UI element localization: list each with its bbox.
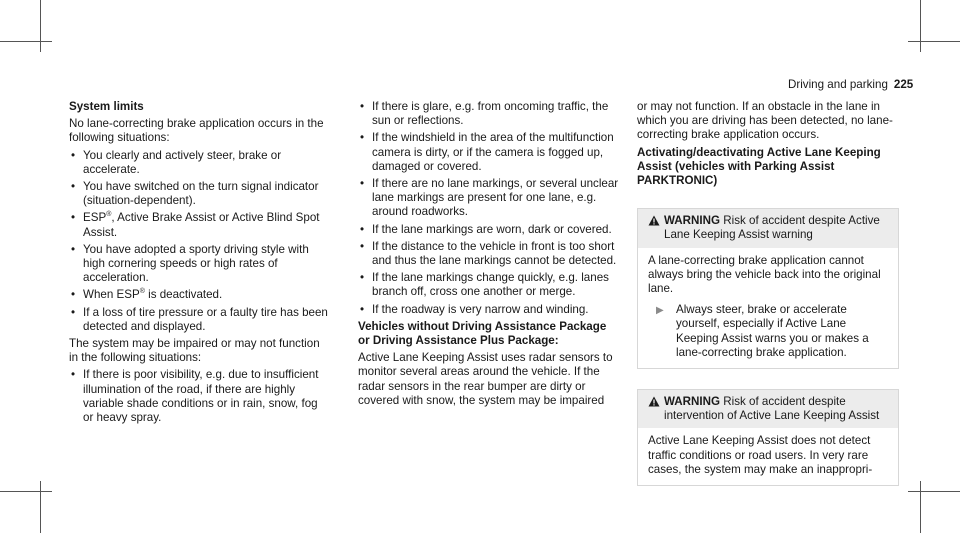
column-2	[358, 100, 620, 411]
bullet-list	[358, 100, 620, 317]
list-item: • You clearly and actively steer, brake or accelerate.	[69, 149, 331, 177]
crop-mark	[908, 491, 960, 492]
intro-paragraph: No lane-correcting brake application occurs in the following situations:	[69, 117, 324, 145]
list-item: • You have adopted a sporty driving style with high cornering speeds or high rates of acceleration.	[69, 243, 331, 286]
crop-mark	[0, 41, 52, 42]
warning-title	[664, 395, 890, 423]
list-item: • If the roadway is very narrow and winding.	[358, 303, 620, 317]
step-arrow-icon: ▶	[656, 305, 664, 317]
paragraph: or may not function. If an obstacle in the lane in which you are driving has been detected, no lane-correcting brake application occurs.	[637, 100, 893, 142]
list-item: • If there is poor visibility, e.g. due to insufficient illumination of the road, if there are highly variable shade conditions or in rain, snow, fog or heavy spray.	[69, 368, 331, 425]
warning-body	[638, 248, 898, 368]
list-item: • If the lane markings are worn, dark or covered.	[358, 223, 620, 237]
list-item: • When ESP® is deactivated.	[69, 288, 331, 302]
warning-paragraph: A lane-correcting brake application cannot always bring the vehicle back into the original lane.	[648, 253, 881, 296]
column-3	[637, 100, 899, 486]
section-heading: System limits	[69, 100, 144, 113]
column-1	[69, 100, 331, 428]
warning-text: Risk of accident despite Active Lane Keeping Assist warning	[664, 214, 880, 242]
paragraph: The system may be impaired or may not function in the following situations:	[69, 337, 320, 365]
warning-box	[637, 389, 899, 486]
crop-mark	[40, 481, 41, 533]
warning-text: Risk of accident despite intervention of Active Lane Keeping Assist	[664, 395, 880, 423]
crop-mark	[908, 41, 960, 42]
paragraph: Active Lane Keeping Assist uses radar sensors to monitor several areas around the vehicle. If the radar sensors in the rear bumper are dirty or covered with snow, the system may be impaired	[358, 351, 613, 407]
list-item: • If the distance to the vehicle in front is too short and thus the lane markings cannot be detected.	[358, 240, 620, 268]
warning-header	[638, 390, 898, 428]
step-text: Always steer, brake or accelerate yourself, especially if Active Lane Keeping Assist warns you or makes a lane-correcting brake application.	[676, 303, 869, 359]
bullet-list	[69, 368, 331, 425]
list-item: • ESP®, Active Brake Assist or Active Blind Spot Assist.	[69, 211, 331, 239]
page-number: 225	[893, 78, 914, 91]
warning-title	[664, 214, 890, 242]
warning-body	[638, 428, 898, 485]
bullet-list	[69, 149, 331, 334]
page-header	[788, 78, 913, 92]
list-item: • If a loss of tire pressure or a faulty tire has been detected and displayed.	[69, 306, 331, 334]
warning-label: WARNING	[664, 214, 721, 228]
warning-icon	[648, 395, 664, 423]
list-item: • You have switched on the turn signal indicator (situation-dependent).	[69, 180, 331, 208]
crop-mark	[920, 0, 921, 52]
running-title: Driving and parking	[788, 78, 888, 91]
list-item: • If the lane markings change quickly, e.g. lanes branch off, cross one another or merge.	[358, 271, 620, 299]
section-heading: Activating/deactivating Active Lane Keeping Assist (vehicles with Parking Assist PARKTRONIC)	[637, 145, 881, 188]
subheading: Vehicles without Driving Assistance Package or Driving Assistance Plus Package:	[358, 319, 607, 348]
crop-mark	[0, 491, 52, 492]
list-item: • If there is glare, e.g. from oncoming traffic, the sun or reflections.	[358, 100, 620, 128]
warning-paragraph: Active Lane Keeping Assist does not detect traffic conditions or road users. In very rare cases, the system may make an inappropri-	[648, 434, 873, 476]
list-item: • If there are no lane markings, or several unclear lane markings are present for one lane, e.g. around roadworks.	[358, 177, 620, 220]
crop-mark	[40, 0, 41, 52]
crop-mark	[920, 481, 921, 533]
warning-label: WARNING	[664, 395, 721, 409]
warning-box	[637, 208, 899, 369]
instruction-step	[648, 303, 888, 360]
warning-header	[638, 209, 898, 247]
list-item: • If the windshield in the area of the multifunction camera is dirty, or if the camera is fogged up, damaged or covered.	[358, 131, 620, 174]
warning-icon	[648, 214, 664, 242]
